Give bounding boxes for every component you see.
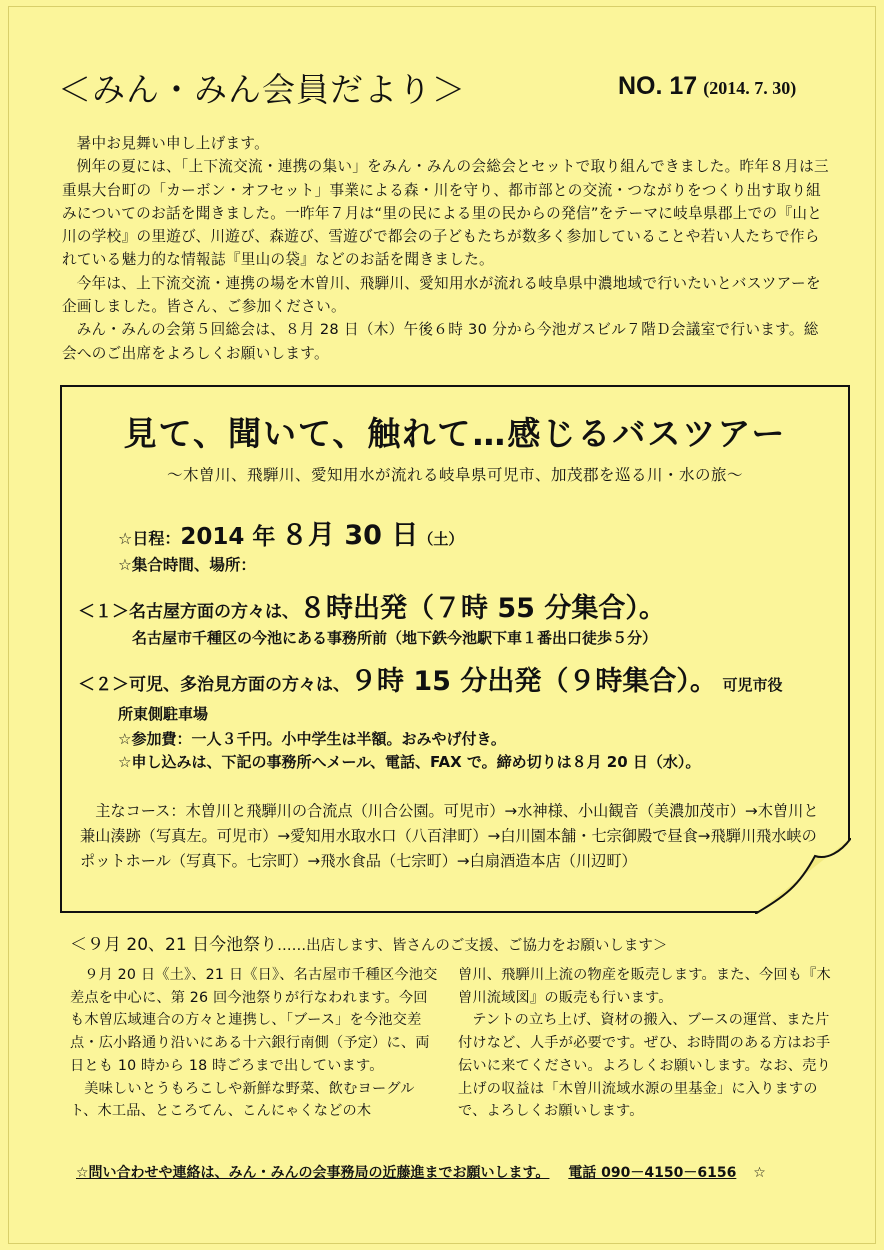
tour-fee: ☆参加費：一人３千円。小中学生は半額。おみやげ付き。 [118, 730, 506, 748]
group1-time: ８時出発（７時 55 分集合）。 [299, 593, 666, 624]
festival-paragraph: テントの立ち上げ、資材の搬入、ブースの運営、また片付けなど、人手が必要です。ぜひ、お時間のある方はお手伝いに来てください。よろしくお願いします。なお、売り上げの収益は「木曽川流域水源の里基金」に入りますので、よろしくお願いします。 [458, 1012, 831, 1120]
festival-left-column [70, 964, 440, 1123]
intro-section [62, 132, 832, 365]
contact-text: ☆問い合わせや連絡は、みん・みんの会事務局の近藤進までお願いします。 [76, 1165, 550, 1181]
group1-place: 名古屋市千種区の今池にある事務所前（地下鉄今池駅下車１番出口徒歩５分） [132, 629, 658, 647]
festival-right-column [458, 964, 833, 1123]
contact-phone: 電話 090－4150－6156 [568, 1165, 737, 1181]
festival-paragraph: 美味しいとうもろこしや新鮮な野菜、飲むヨーグルト、木工品、ところてん、こんにゃくなどの木 [70, 1080, 415, 1120]
festival-heading [70, 930, 667, 955]
group1-line [78, 586, 666, 625]
group2-line [78, 659, 782, 698]
intro-greeting: 暑中お見舞い申し上げます。 [76, 135, 270, 152]
bus-tour-box [60, 385, 850, 913]
course-text: 主なコース：木曽川と飛騨川の合流点（川合公園。可児市）→水神様、小山観音（美濃加茂市）→木曽川と兼山湊跡（写真左。可児市）→愛知用水取水口（八百津町）→白川園本舗・七宗御殿で昼食→飛騨川飛水峡のポットホール（写真下。七宗町）→飛水食品（七宗町）→白扇酒造本店（川辺町） [80, 802, 819, 870]
group2-place-b: 所東側駐車場 [118, 705, 209, 723]
tour-apply: ☆申し込みは、下記の事務所へメール、電話、FAX で。締め切りは８月 20 日（水）。 [118, 753, 701, 771]
date-month-day: ８月 30 日 [280, 520, 419, 551]
tour-subtitle: ～木曽川、飛騨川、愛知用水が流れる岐阜県可児市、加茂郡を巡る川・水の旅～ [166, 466, 743, 484]
festival-paragraph: ９月 20 日《土》、21 日《日》、名古屋市千種区今池交差点を中心に、第 26 回今池祭りが行なわれます。今回も木曽広域連合の方々と連携し、「ブース」を今池交差点・広小路通り沿いにある十六銀行南側（予定）に、両日とも 10 時から 18 時ごろまで出しています。 [70, 967, 438, 1074]
festival-note: ……出店します、皆さんのご支援、ご協力をお願いします＞ [277, 938, 668, 954]
issue-number: NO. 17 [618, 72, 698, 100]
meeting-label: ☆集合時間、場所： [118, 556, 256, 574]
group2-place-a: 可児市役 [722, 676, 783, 694]
festival-paragraph: 曽川、飛騨川上流の物産を販売します。また、今回も『木曽川流域図』の販売も行います。 [458, 967, 831, 1006]
group2-time: ９時 15 分出発（９時集合）。 [350, 666, 717, 697]
contact-footer [76, 1162, 766, 1182]
date-weekday: （土） [418, 530, 464, 548]
date-year: 2014 年 [180, 524, 276, 550]
tour-title: 見て、聞いて、触れて…感じるバスツアー [123, 414, 787, 453]
festival-title: ＜９月 20、21 日今池祭り [70, 935, 278, 955]
issue-date: (2014. 7. 30) [703, 78, 797, 98]
tour-course [80, 799, 820, 874]
page-curl-icon [755, 838, 851, 914]
group2-prefix: ＜２＞可児、多治見方面の方々は、 [78, 675, 350, 695]
group1-prefix: ＜１＞名古屋方面の方々は、 [78, 602, 299, 622]
intro-paragraph: みん・みんの会第５回総会は、８月 28 日（木）午後６時 30 分から今池ガスビル７階Ｄ会議室で行います。総会へのご出席をよろしくお願いします。 [62, 321, 819, 362]
newsletter-title: ＜みん・みん会員だより＞ [58, 70, 466, 109]
star-icon: ☆ [753, 1165, 766, 1181]
intro-paragraph: 今年は、上下流交流・連携の場を木曽川、飛騨川、愛知用水が流れる岐阜県中濃地域で行いたいとバスツアーを企画しました。皆さん、ご参加ください。 [62, 274, 821, 316]
date-label: ☆日程： [118, 529, 181, 548]
intro-paragraph: 例年の夏には、「上下流交流・連携の集い」をみん・みんの会総会とセットで取り組んできました。昨年８月は三重県大台町の「カーボン・オフセット」事業による森・川を守り、都市部との交流・つながりをつくり出す取り組みについてのお話を聞きました。一昨年７月は“里の民による里の民からの発信”をテーマに岐阜県郡上での『山と川の学校』の里遊び、川遊び、森遊び、雪遊びで都会の子どもたちが数多く参加していることや若い人たちで作られている魅力的な情報誌『里山の袋』などのお話を聞きました。 [62, 158, 829, 269]
issue-info [618, 72, 796, 101]
tour-date [118, 513, 463, 552]
